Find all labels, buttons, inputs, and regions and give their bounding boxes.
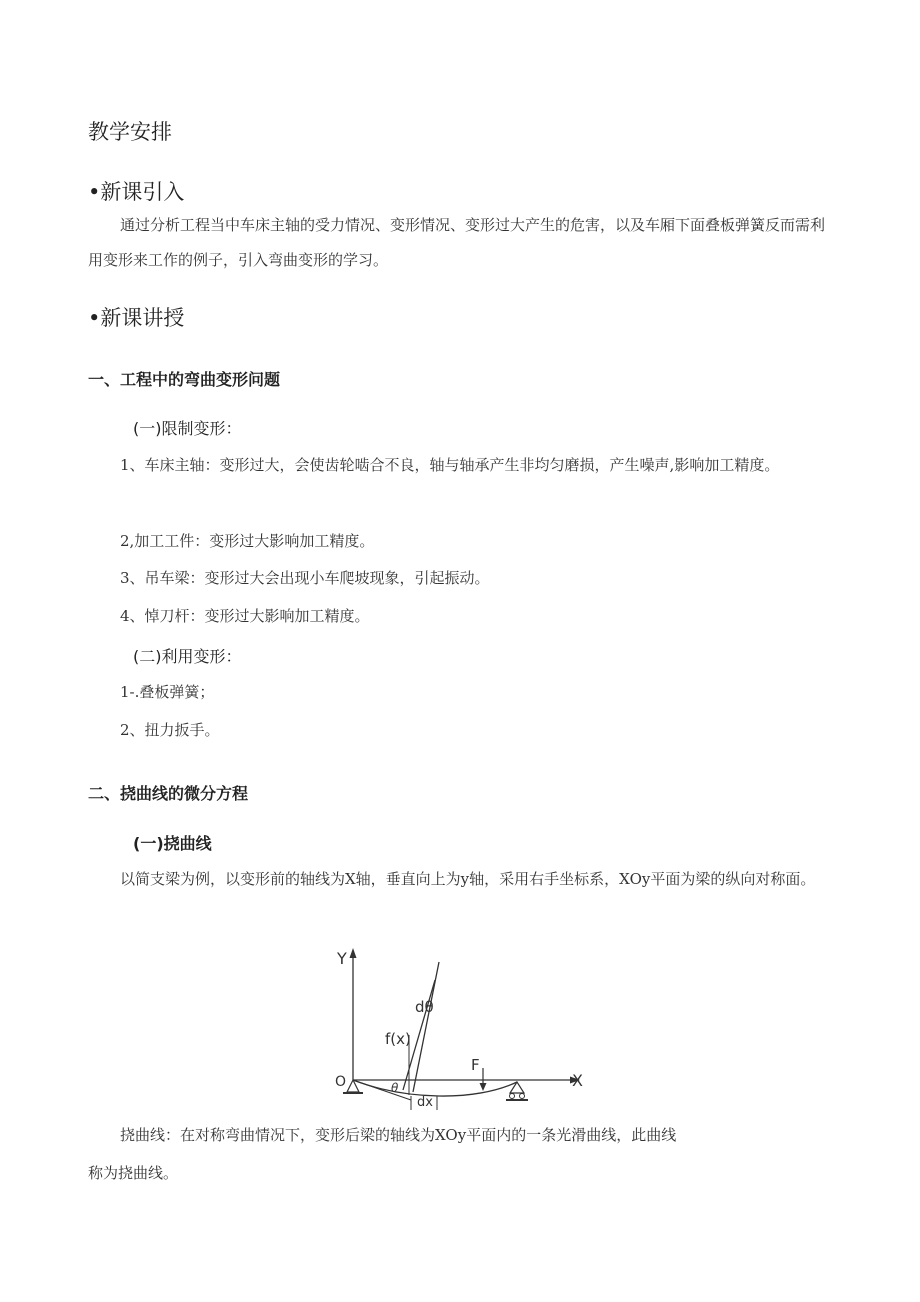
subsection-limit-deformation: (一)限制变形： [133,419,242,438]
intro-paragraph: 通过分析工程当中车床主轴的受力情况、变形情况、变形过大产生的危害，以及车厢下面叠板弹簧反而需利用变形来工作的例子，引入弯曲变形的学习。 [88,216,826,269]
list-item-leaf-spring: 1-.叠板弹簧； [120,683,215,701]
right-roller-2 [520,1094,525,1099]
heading-new-lesson-intro: •新课引入 [88,180,185,204]
label-theta: θ [391,1081,399,1095]
section-1-heading: 一、工程中的弯曲变形问题 [88,370,281,389]
page-title: 教学安排 [88,120,172,144]
label-F: F [471,1056,480,1074]
beam-deflection-figure [325,940,595,1120]
force-arrowhead [480,1083,487,1091]
heading-new-lesson-lecture: •新课讲授 [88,306,185,330]
subsection-use-deformation: (二)利用变形： [133,647,242,666]
deflection-curve-paragraph: 以简支梁为例，以变形前的轴线为X轴，垂直向上为y轴，采用右手坐标系，XOy平面为梁的纵向对称面。 [120,870,816,888]
normal-line-2 [413,962,439,1092]
y-axis-arrow [350,948,357,958]
tangent-line [353,1080,411,1100]
list-item-lathe-spindle: 1、车床主轴：变形过大，会使齿轮啮合不良，轴与轴承产生非均匀磨损，产生噪声,影响加工精度。 [120,456,780,474]
list-item-workpiece: 2,加工工件：变形过大影响加工精度。 [120,532,375,550]
right-roller-1 [510,1094,515,1099]
label-origin: O [335,1074,347,1090]
definition-line-1: 挠曲线：在对称弯曲情况下，变形后梁的轴线为XOy平面内的一条光滑曲线，此曲线 [120,1126,677,1144]
label-dx: dx [417,1095,433,1110]
section-2-heading: 二、挠曲线的微分方程 [88,784,249,803]
list-item-crane-beam: 3、吊车梁：变形过大会出现小车爬坡现象，引起振动。 [120,569,490,587]
label-y: Y [337,949,347,968]
subsection-deflection-curve: (一)挠曲线 [133,834,212,853]
definition-line-2: 称为挠曲线。 [88,1164,179,1182]
label-fx: f(x) [385,1030,411,1048]
label-dtheta: dθ [415,998,434,1016]
list-item-boring-bar: 4、悼刀杆：变形过大影响加工精度。 [120,607,370,625]
label-x: X [572,1071,583,1090]
list-item-torque-wrench: 2、扭力扳手。 [120,721,220,739]
